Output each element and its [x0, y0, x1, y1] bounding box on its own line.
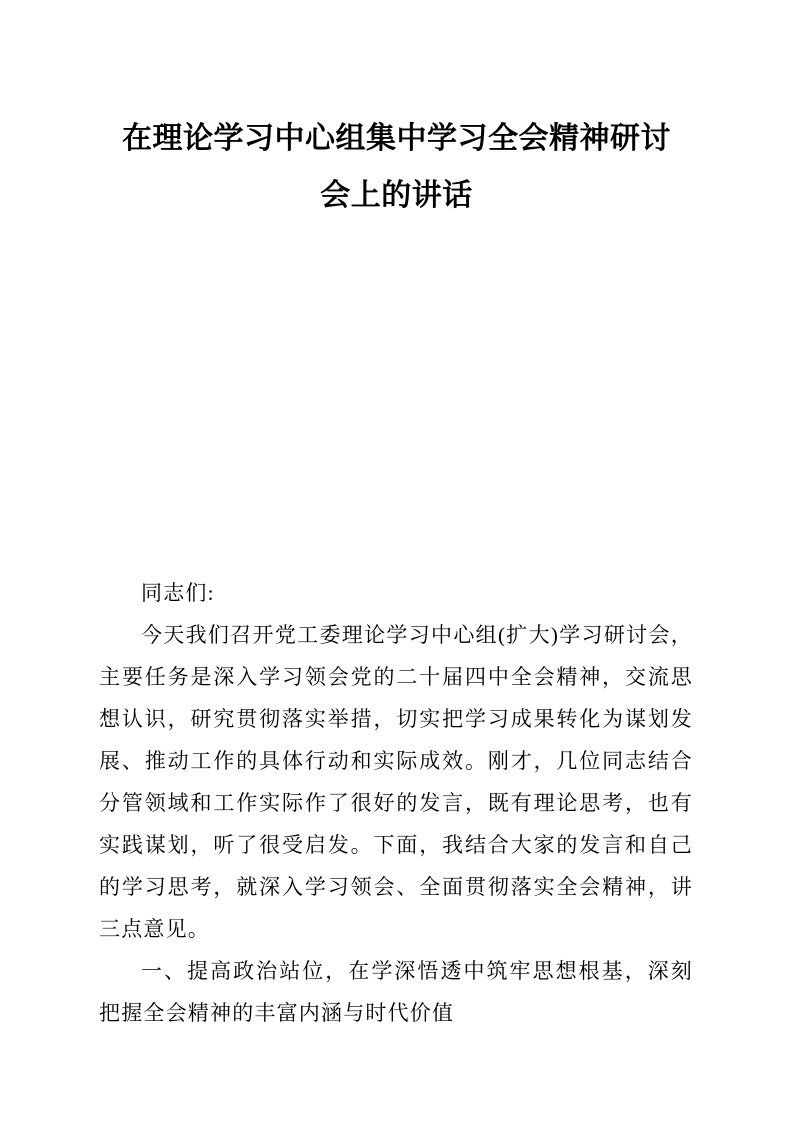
- document-body: [99, 572, 693, 1034]
- paragraph-salutation: 同志们:: [141, 581, 215, 605]
- paragraph-section-heading: 一、提高政治站位，在学深悟透中筑牢思想根基，深刻把握全会精神的丰富内涵与时代价值: [99, 959, 693, 1025]
- paragraph-main: 今天我们召开党工委理论学习中心组(扩大)学习研讨会，主要任务是深入学习领会党的二十届四中全会精神，交流思想认识，研究贯彻落实举措，切实把学习成果转化为谋划发展、推动工作的具体行动和实际成效。刚才，几位同志结合分管领域和工作实际作了很好的发言，既有理论思考，也有实践谋划，听了很受启发。下面，我结合大家的发言和自己的学习思考，就深入学习领会、全面贯彻落实全会精神，讲三点意见。: [99, 623, 693, 941]
- document-title: 在理论学习中心组集中学习全会精神研讨会上的讲话: [122, 122, 671, 212]
- title-body-gap: [0, 224, 793, 572]
